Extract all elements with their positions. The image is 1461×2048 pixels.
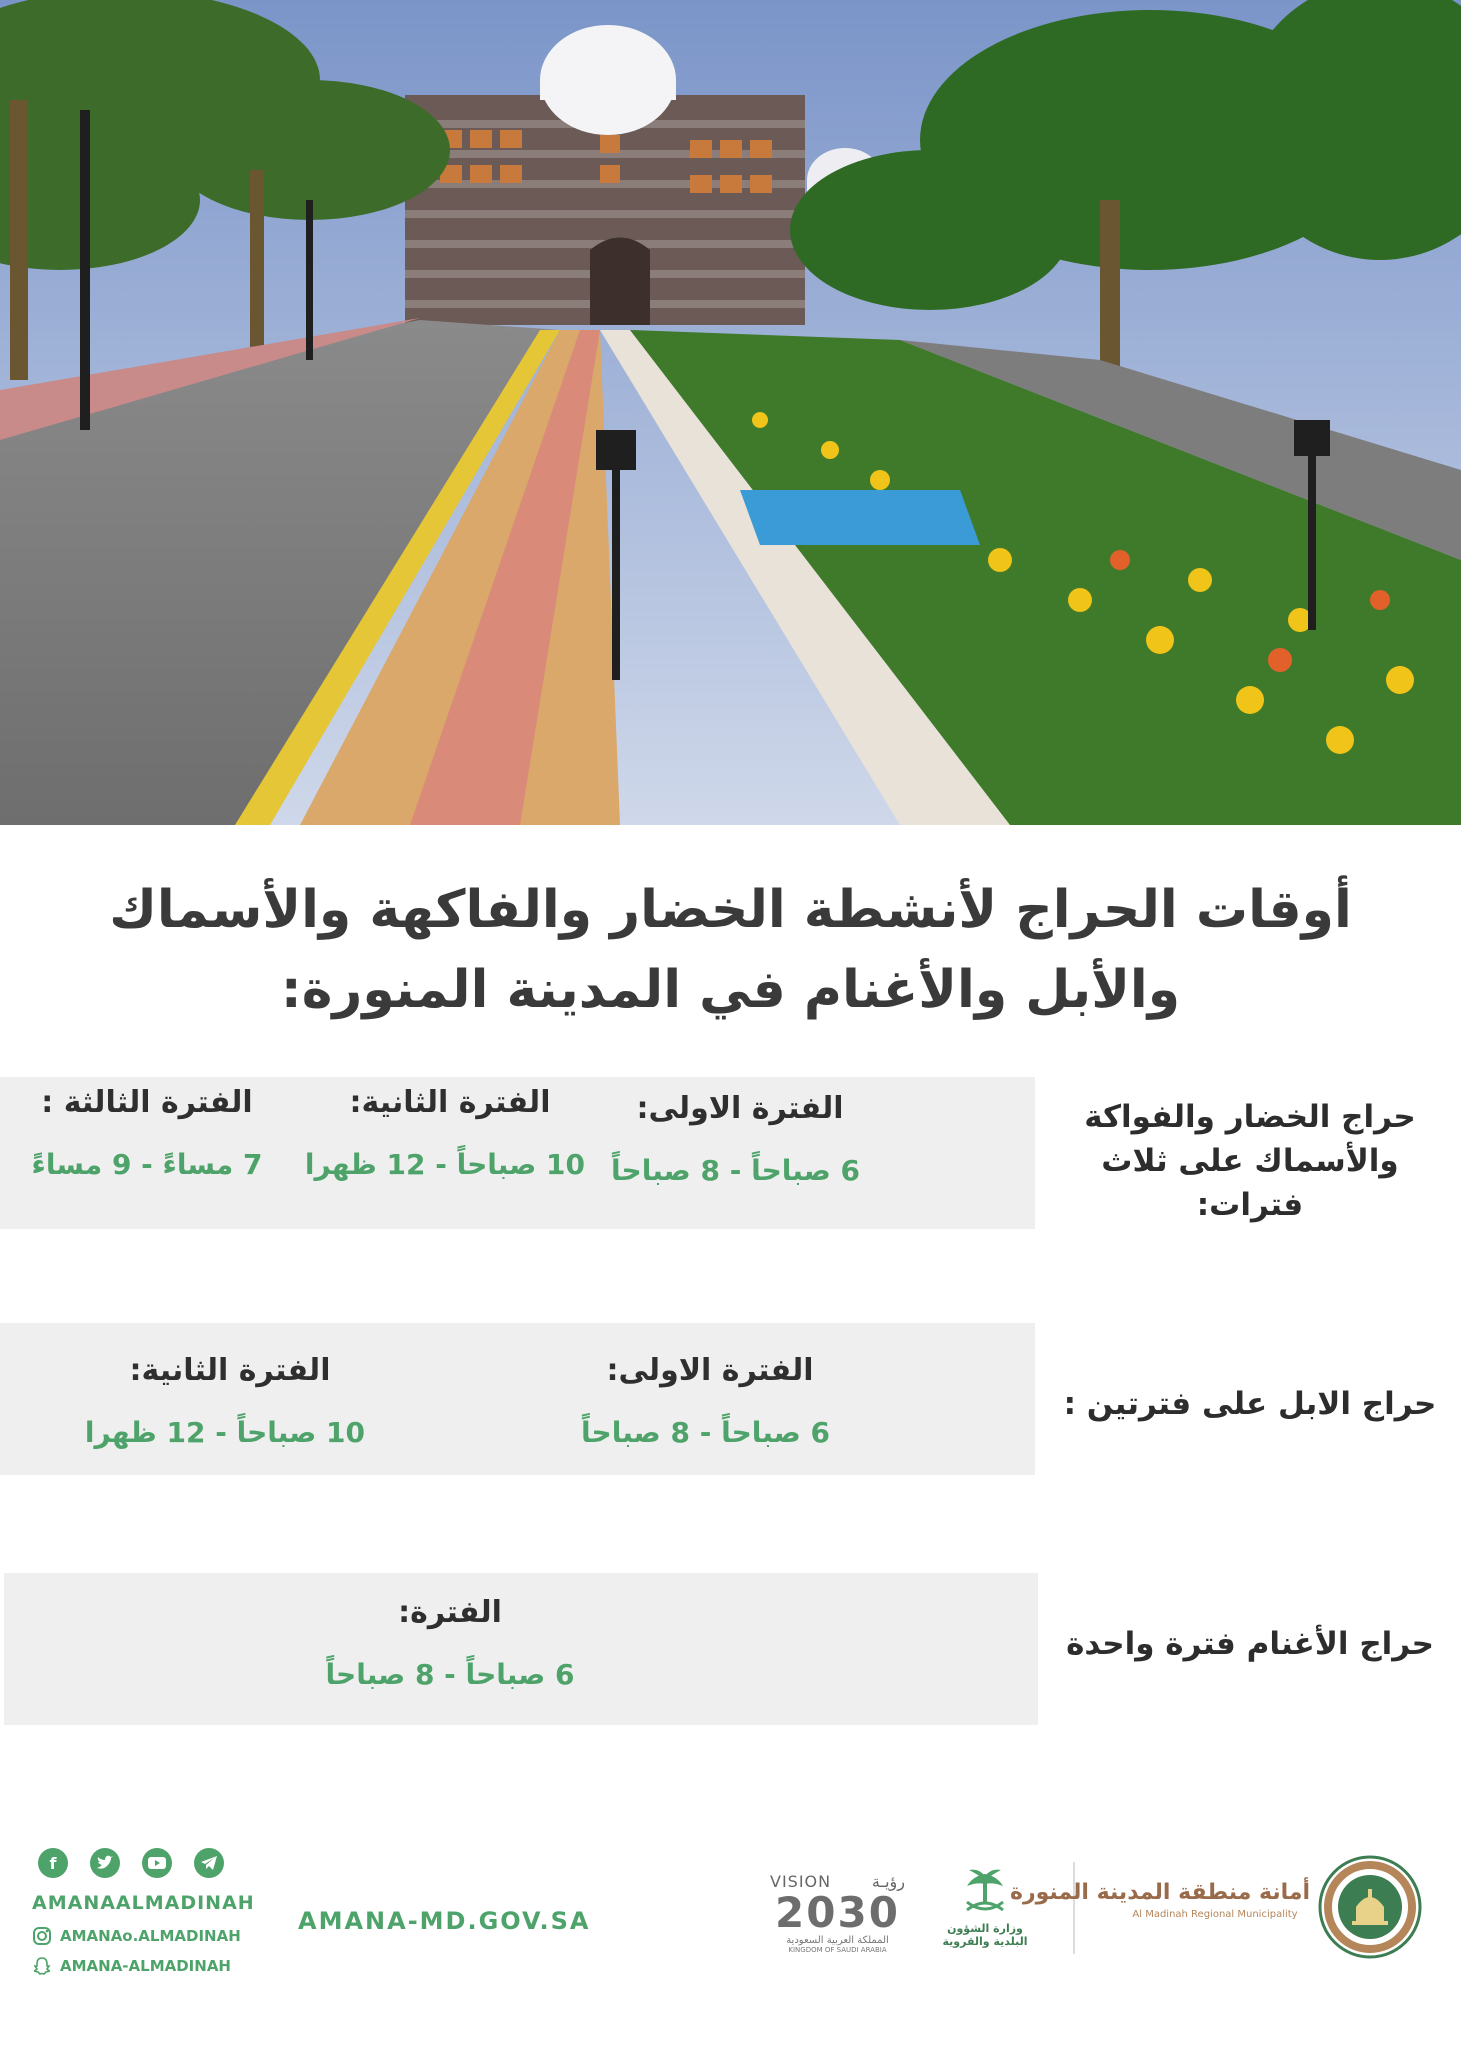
period-card — [611, 1091, 860, 1187]
period-card — [581, 1353, 830, 1449]
period-card — [84, 1353, 365, 1449]
website-link[interactable]: AMANA-MD.GOV.SA — [298, 1907, 591, 1935]
logo-divider — [1073, 1862, 1075, 1954]
schedule-panel-camels — [0, 1323, 1035, 1475]
municipality-emblem — [1318, 1855, 1422, 1959]
facebook-icon[interactable]: f — [38, 1848, 68, 1878]
vision-country-en: KINGDOM OF SAUDI ARABIA — [788, 1946, 887, 1954]
social-block — [32, 1848, 255, 1976]
vision-country-ar: المملكة العربية السعودية — [786, 1935, 889, 1946]
amana-logo — [1009, 1880, 1310, 1920]
amana-name-en: Al Madinah Regional Municipality — [1132, 1909, 1298, 1920]
row-label-line1: حراج الخضار والفواكة — [1084, 1099, 1416, 1135]
row-label-line1: حراج الأغنام فترة واحدة — [1066, 1626, 1434, 1662]
palm-swords-icon — [955, 1866, 1015, 1918]
period-title: الفترة الثانية: — [129, 1353, 331, 1388]
snapchat-row[interactable] — [32, 1956, 255, 1976]
period-title: الفترة الثالثة : — [41, 1085, 253, 1120]
row-label-line1: حراج الابل على فترتين : — [1063, 1386, 1437, 1422]
instagram-icon — [32, 1926, 52, 1946]
twitter-icon[interactable] — [90, 1848, 120, 1878]
instagram-row[interactable] — [32, 1926, 255, 1946]
emblem-icon — [1318, 1855, 1422, 1959]
period-card — [320, 1595, 580, 1691]
social-handle[interactable]: AMANAALMADINAH — [32, 1892, 255, 1914]
period-time: 6 صباحاً - 8 صباحاً — [325, 1658, 575, 1691]
hero-photo — [0, 0, 1461, 825]
youtube-icon[interactable] — [142, 1848, 172, 1878]
period-card — [12, 1085, 282, 1181]
period-title: الفترة الاولى: — [606, 1353, 814, 1388]
snapchat-icon — [32, 1956, 52, 1976]
ministry-line1: وزارة الشؤون — [947, 1922, 1023, 1935]
row-label-camels — [1050, 1382, 1450, 1426]
period-time: 6 صباحاً - 8 صباحاً — [611, 1154, 860, 1187]
ministry-line2: البلدية والقروية — [942, 1935, 1028, 1948]
period-time: 10 صباحاً - 12 ظهرا — [304, 1148, 585, 1181]
social-icons — [38, 1848, 255, 1878]
page-title: أوقات الحراج لأنشطة الخضار والفاكهة والأسماك — [109, 880, 1352, 940]
row-label-line2: والأسماك على ثلاث فترات: — [1101, 1143, 1399, 1223]
period-card — [304, 1085, 585, 1181]
schedule-panel-vegetables — [0, 1077, 1035, 1229]
period-time: 10 صباحاً - 12 ظهرا — [84, 1416, 365, 1449]
period-title: الفترة الاولى: — [636, 1091, 844, 1126]
instagram-handle: AMANAo.ALMADINAH — [60, 1927, 241, 1945]
period-title: الفترة: — [398, 1595, 502, 1630]
amana-name-ar: أمانة منطقة المدينة المنورة — [1009, 1880, 1310, 1905]
vision-word-en: VISION — [770, 1872, 832, 1891]
period-time: 6 صباحاً - 8 صباحاً — [581, 1416, 830, 1449]
row-label-sheep — [1050, 1622, 1450, 1666]
vision-word-ar: رؤيـة — [871, 1872, 905, 1891]
telegram-icon[interactable] — [194, 1848, 224, 1878]
schedule-panel-sheep — [4, 1573, 1038, 1725]
snapchat-handle: AMANA-ALMADINAH — [60, 1957, 231, 1975]
ministry-logo — [935, 1866, 1035, 1948]
period-title: الفترة الثانية: — [349, 1085, 551, 1120]
row-label-vegetables — [1050, 1095, 1450, 1227]
period-time: 7 مساءً - 9 مساءً — [31, 1148, 263, 1181]
vision-2030-logo — [770, 1872, 905, 1954]
vision-year: 2030 — [775, 1888, 900, 1937]
page-subtitle: والأبل والأغنام في المدينة المنورة: — [280, 960, 1181, 1020]
